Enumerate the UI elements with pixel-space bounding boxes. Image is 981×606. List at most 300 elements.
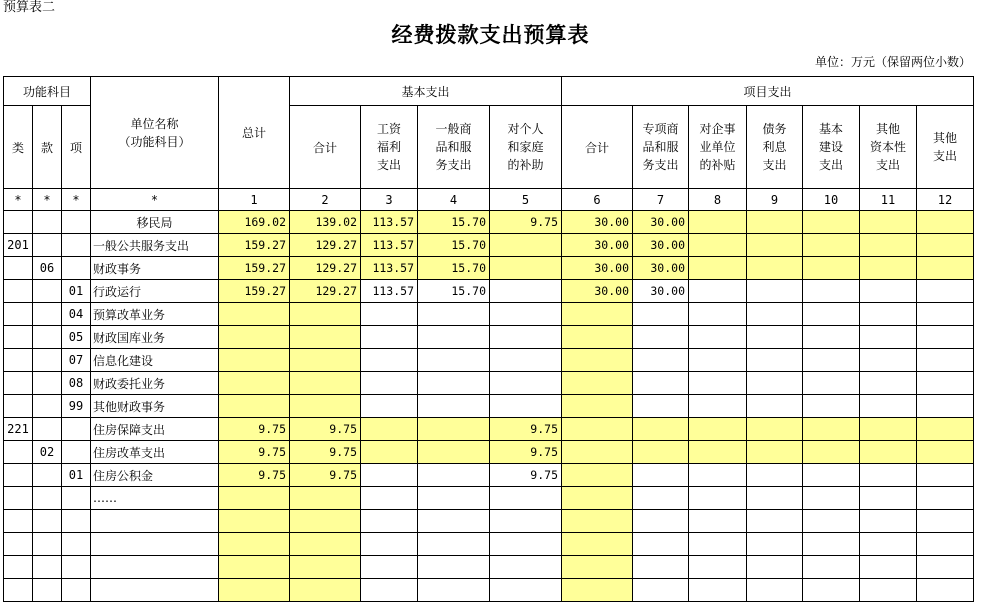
cell-amount [689, 533, 747, 556]
header-goods-services: 一般商 品和服 务支出 [418, 106, 490, 189]
cell-amount [747, 556, 803, 579]
cell-amount [418, 487, 490, 510]
cell-amount: 113.57 [361, 280, 418, 303]
cell-amount [860, 303, 917, 326]
cell-xiang: 01 [62, 464, 91, 487]
cell-amount [290, 556, 361, 579]
cell-amount: 129.27 [290, 234, 361, 257]
cell-amount [803, 441, 860, 464]
cell-unit-name: …… [91, 487, 219, 510]
cell-amount [418, 303, 490, 326]
table-row [4, 533, 974, 556]
header-debt-interest: 债务 利息 支出 [747, 106, 803, 189]
cell-amount [361, 349, 418, 372]
cell-kuan [33, 556, 62, 579]
cell-xiang [62, 556, 91, 579]
cell-amount [490, 487, 562, 510]
cell-amount [860, 280, 917, 303]
cell-kuan [33, 579, 62, 602]
cell-amount: 9.75 [490, 464, 562, 487]
header-personal-subsidy: 对个人 和家庭 的补助 [490, 106, 562, 189]
cell-kuan [33, 211, 62, 234]
header-enterprise-subsidy: 对企事 业单位 的补贴 [689, 106, 747, 189]
cell-amount [689, 303, 747, 326]
cell-amount: 139.02 [290, 211, 361, 234]
cell-amount [361, 326, 418, 349]
cell-lei [4, 211, 33, 234]
cell-amount [219, 372, 290, 395]
cell-xiang [62, 579, 91, 602]
cell-kuan: 06 [33, 257, 62, 280]
cell-amount [290, 533, 361, 556]
cell-amount [562, 326, 633, 349]
cell-amount [219, 533, 290, 556]
cell-amount [917, 349, 974, 372]
cell-unit-name [91, 510, 219, 533]
cell-amount: 129.27 [290, 280, 361, 303]
cell-amount: 9.75 [219, 441, 290, 464]
index-cell: 11 [860, 189, 917, 211]
header-project-subtotal: 合计 [562, 106, 633, 189]
cell-amount: 9.75 [490, 441, 562, 464]
cell-amount [917, 441, 974, 464]
cell-amount [917, 418, 974, 441]
cell-unit-name: 一般公共服务支出 [91, 234, 219, 257]
cell-amount [689, 211, 747, 234]
cell-amount [562, 556, 633, 579]
cell-amount [490, 257, 562, 280]
cell-amount [633, 372, 689, 395]
cell-amount [917, 579, 974, 602]
cell-amount [917, 257, 974, 280]
cell-xiang: 99 [62, 395, 91, 418]
cell-amount [290, 372, 361, 395]
cell-xiang: 08 [62, 372, 91, 395]
cell-amount: 159.27 [219, 257, 290, 280]
cell-amount [290, 579, 361, 602]
cell-amount: 113.57 [361, 211, 418, 234]
cell-amount [490, 234, 562, 257]
index-cell: 5 [490, 189, 562, 211]
budget-table [3, 76, 974, 602]
cell-unit-name [91, 533, 219, 556]
index-cell: 3 [361, 189, 418, 211]
cell-amount [361, 441, 418, 464]
cell-amount: 9.75 [290, 418, 361, 441]
cell-amount [747, 464, 803, 487]
cell-xiang [62, 211, 91, 234]
cell-amount [490, 303, 562, 326]
cell-amount: 15.70 [418, 280, 490, 303]
cell-amount [860, 326, 917, 349]
cell-amount [747, 234, 803, 257]
index-cell: 7 [633, 189, 689, 211]
cell-amount [689, 257, 747, 280]
cell-amount [689, 464, 747, 487]
cell-unit-name [91, 579, 219, 602]
cell-amount [418, 464, 490, 487]
index-cell: 8 [689, 189, 747, 211]
cell-xiang [62, 234, 91, 257]
index-cell: * [62, 189, 91, 211]
table-row [4, 326, 974, 349]
index-cell: 9 [747, 189, 803, 211]
cell-xiang: 04 [62, 303, 91, 326]
cell-amount [747, 418, 803, 441]
cell-amount [917, 533, 974, 556]
cell-amount [689, 579, 747, 602]
cell-amount [562, 510, 633, 533]
cell-xiang [62, 533, 91, 556]
header-special-goods: 专项商 品和服 务支出 [633, 106, 689, 189]
header-other-capital: 其他 资本性 支出 [860, 106, 917, 189]
index-cell: 6 [562, 189, 633, 211]
cell-lei [4, 326, 33, 349]
cell-amount: 113.57 [361, 257, 418, 280]
cell-amount [689, 326, 747, 349]
header-other-expense: 其他 支出 [917, 106, 974, 189]
cell-lei [4, 303, 33, 326]
cell-amount [689, 418, 747, 441]
cell-amount [418, 533, 490, 556]
cell-amount [803, 418, 860, 441]
table-row [4, 556, 974, 579]
cell-amount [219, 349, 290, 372]
cell-amount [562, 372, 633, 395]
cell-amount: 15.70 [418, 211, 490, 234]
cell-kuan [33, 326, 62, 349]
cell-amount [633, 510, 689, 533]
cell-amount [917, 487, 974, 510]
cell-amount [633, 533, 689, 556]
cell-amount [689, 280, 747, 303]
cell-amount [803, 280, 860, 303]
cell-amount [860, 441, 917, 464]
cell-amount [490, 533, 562, 556]
unit-note: 单位：万元（保留两位小数） [814, 55, 971, 69]
cell-amount [361, 533, 418, 556]
cell-amount [803, 349, 860, 372]
cell-amount: 9.75 [490, 211, 562, 234]
cell-lei [4, 464, 33, 487]
cell-amount [917, 372, 974, 395]
index-cell: 4 [418, 189, 490, 211]
cell-kuan [33, 395, 62, 418]
cell-amount [860, 349, 917, 372]
cell-amount [418, 510, 490, 533]
cell-amount [219, 395, 290, 418]
header-func-subject: 功能科目 [4, 77, 91, 106]
cell-xiang: 01 [62, 280, 91, 303]
cell-amount: 159.27 [219, 234, 290, 257]
cell-amount [490, 326, 562, 349]
cell-amount [860, 211, 917, 234]
cell-lei [4, 372, 33, 395]
cell-amount [803, 464, 860, 487]
cell-amount [689, 510, 747, 533]
cell-kuan: 02 [33, 441, 62, 464]
cell-lei [4, 257, 33, 280]
cell-kuan [33, 533, 62, 556]
index-cell: 12 [917, 189, 974, 211]
cell-lei [4, 441, 33, 464]
cell-amount [562, 303, 633, 326]
cell-amount [689, 556, 747, 579]
cell-amount: 30.00 [562, 211, 633, 234]
cell-amount [747, 510, 803, 533]
cell-amount [803, 556, 860, 579]
cell-amount [917, 326, 974, 349]
cell-xiang [62, 487, 91, 510]
cell-unit-name: 行政运行 [91, 280, 219, 303]
cell-unit-name: 财政国库业务 [91, 326, 219, 349]
cell-lei [4, 395, 33, 418]
cell-kuan [33, 487, 62, 510]
cell-amount [290, 395, 361, 418]
table-row [4, 211, 974, 234]
cell-unit-name: 住房保障支出 [91, 418, 219, 441]
cell-amount [633, 418, 689, 441]
cell-unit-name: 预算改革业务 [91, 303, 219, 326]
cell-amount [917, 464, 974, 487]
cell-amount [490, 349, 562, 372]
cell-amount: 169.02 [219, 211, 290, 234]
cell-unit-name: 财政事务 [91, 257, 219, 280]
cell-kuan [33, 303, 62, 326]
cell-amount: 30.00 [633, 257, 689, 280]
cell-amount [418, 418, 490, 441]
cell-lei [4, 579, 33, 602]
cell-amount [562, 418, 633, 441]
cell-amount: 30.00 [562, 257, 633, 280]
cell-amount [747, 326, 803, 349]
cell-xiang [62, 257, 91, 280]
cell-amount [290, 349, 361, 372]
cell-amount [219, 556, 290, 579]
table-row [4, 395, 974, 418]
cell-amount [860, 418, 917, 441]
cell-amount: 9.75 [490, 418, 562, 441]
cell-amount [633, 349, 689, 372]
cell-amount: 30.00 [562, 280, 633, 303]
cell-amount [747, 487, 803, 510]
cell-kuan [33, 418, 62, 441]
cell-amount [361, 395, 418, 418]
cell-amount [219, 487, 290, 510]
cell-amount [290, 510, 361, 533]
cell-amount [689, 441, 747, 464]
cell-amount [219, 326, 290, 349]
cell-amount [418, 579, 490, 602]
cell-amount [803, 303, 860, 326]
cell-xiang [62, 418, 91, 441]
cell-amount [490, 372, 562, 395]
cell-amount [860, 464, 917, 487]
cell-amount [860, 257, 917, 280]
cell-amount [418, 326, 490, 349]
cell-kuan [33, 464, 62, 487]
cell-amount [361, 372, 418, 395]
cell-amount [803, 257, 860, 280]
page-title: 经费拨款支出预算表 [391, 22, 590, 47]
cell-xiang [62, 441, 91, 464]
header-basic-subtotal: 合计 [290, 106, 361, 189]
cell-xiang: 07 [62, 349, 91, 372]
cell-amount [633, 464, 689, 487]
cell-amount [860, 533, 917, 556]
cell-amount [747, 280, 803, 303]
header-construction: 基本 建设 支出 [803, 106, 860, 189]
cell-amount [418, 556, 490, 579]
cell-amount [917, 280, 974, 303]
cell-amount [290, 326, 361, 349]
index-cell: 10 [803, 189, 860, 211]
cell-amount [418, 349, 490, 372]
cell-kuan [33, 234, 62, 257]
cell-amount [917, 395, 974, 418]
table-row [4, 349, 974, 372]
cell-unit-name: 信息化建设 [91, 349, 219, 372]
cell-amount: 113.57 [361, 234, 418, 257]
table-row [4, 441, 974, 464]
index-cell: * [91, 189, 219, 211]
cell-amount [219, 579, 290, 602]
cell-unit-name: 住房公积金 [91, 464, 219, 487]
cell-amount [633, 395, 689, 418]
cell-kuan [33, 349, 62, 372]
cell-amount [860, 372, 917, 395]
cell-amount: 129.27 [290, 257, 361, 280]
cell-amount: 15.70 [418, 257, 490, 280]
cell-amount: 30.00 [562, 234, 633, 257]
cell-amount [803, 533, 860, 556]
cell-amount [633, 487, 689, 510]
header-kuan: 款 [33, 106, 62, 189]
cell-amount: 9.75 [290, 464, 361, 487]
cell-amount [803, 579, 860, 602]
cell-amount [747, 533, 803, 556]
index-cell: 2 [290, 189, 361, 211]
cell-amount: 30.00 [633, 234, 689, 257]
cell-amount: 30.00 [633, 280, 689, 303]
cell-amount [562, 395, 633, 418]
cell-amount [490, 556, 562, 579]
cell-amount [290, 487, 361, 510]
cell-amount [803, 395, 860, 418]
cell-amount [917, 211, 974, 234]
cell-amount [747, 441, 803, 464]
cell-lei: 201 [4, 234, 33, 257]
cell-amount [747, 211, 803, 234]
cell-amount [803, 234, 860, 257]
cell-amount [418, 372, 490, 395]
cell-unit-name: 其他财政事务 [91, 395, 219, 418]
cell-amount [689, 395, 747, 418]
cell-amount [917, 234, 974, 257]
cell-amount [562, 441, 633, 464]
cell-amount [860, 487, 917, 510]
cell-amount: 9.75 [290, 441, 361, 464]
cell-amount [490, 395, 562, 418]
cell-lei [4, 280, 33, 303]
table-row [4, 487, 974, 510]
cell-amount [803, 487, 860, 510]
index-cell: 1 [219, 189, 290, 211]
cell-amount: 9.75 [219, 418, 290, 441]
cell-unit-name: 财政委托业务 [91, 372, 219, 395]
cell-amount [562, 349, 633, 372]
cell-amount: 30.00 [633, 211, 689, 234]
cell-amount [361, 487, 418, 510]
header-wages: 工资 福利 支出 [361, 106, 418, 189]
cell-amount: 15.70 [418, 234, 490, 257]
cell-lei [4, 533, 33, 556]
cell-amount [361, 418, 418, 441]
index-row [4, 189, 974, 211]
index-cell: * [4, 189, 33, 211]
cell-amount [562, 464, 633, 487]
cell-amount [747, 349, 803, 372]
cell-amount [747, 257, 803, 280]
index-cell: * [33, 189, 62, 211]
cell-amount [689, 234, 747, 257]
cell-lei [4, 556, 33, 579]
cell-unit-name: 住房改革支出 [91, 441, 219, 464]
cell-amount [361, 556, 418, 579]
header-unit-name: 单位名称 （功能科目） [91, 77, 219, 189]
cell-unit-name: 移民局 [91, 211, 219, 234]
cell-amount [747, 303, 803, 326]
cell-amount [490, 579, 562, 602]
cell-amount [633, 441, 689, 464]
cell-amount [219, 303, 290, 326]
cell-amount [917, 510, 974, 533]
sheet-label: 预算表二 [3, 0, 56, 15]
cell-amount [803, 211, 860, 234]
cell-lei [4, 487, 33, 510]
table-row [4, 257, 974, 280]
table-row [4, 372, 974, 395]
cell-amount [689, 372, 747, 395]
cell-amount [860, 234, 917, 257]
cell-amount [490, 280, 562, 303]
cell-amount [290, 303, 361, 326]
cell-amount [860, 510, 917, 533]
cell-amount [418, 395, 490, 418]
cell-amount [361, 579, 418, 602]
cell-amount [917, 303, 974, 326]
table-row [4, 418, 974, 441]
cell-lei [4, 349, 33, 372]
header-xiang: 项 [62, 106, 91, 189]
header-basic-expense: 基本支出 [290, 77, 562, 106]
cell-amount [633, 326, 689, 349]
cell-amount [803, 326, 860, 349]
cell-xiang: 05 [62, 326, 91, 349]
table-row [4, 579, 974, 602]
cell-kuan [33, 280, 62, 303]
table-row [4, 510, 974, 533]
cell-xiang [62, 510, 91, 533]
cell-lei [4, 510, 33, 533]
cell-amount [361, 464, 418, 487]
cell-amount [803, 510, 860, 533]
header-project-expense: 项目支出 [562, 77, 974, 106]
cell-amount [689, 487, 747, 510]
cell-amount [562, 487, 633, 510]
cell-amount [747, 579, 803, 602]
cell-amount [562, 579, 633, 602]
